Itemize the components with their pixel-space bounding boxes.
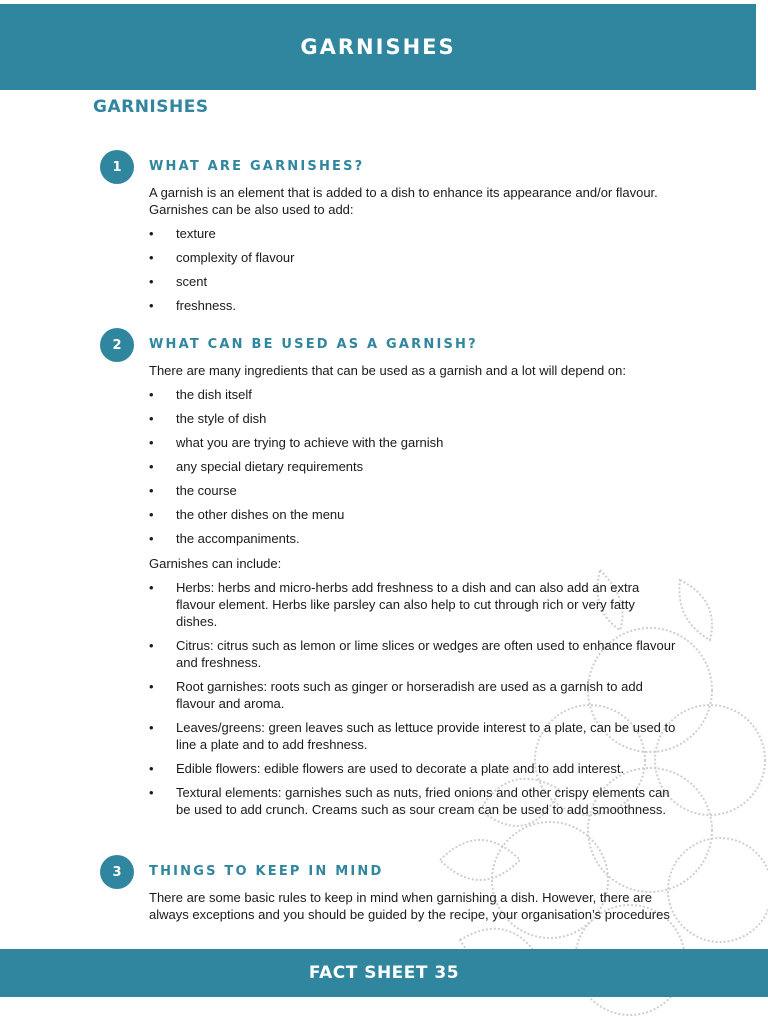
list-item: • Root garnishes: roots such as ginger or horseradish are used as a garnish to add flavour and aroma. xyxy=(149,678,679,712)
footer-banner xyxy=(0,949,768,997)
list-item: • Textural elements: garnishes such as nuts, fried onions and other crispy elements can be used to add crunch. Creams such as sour cream can be used to add smoothness. xyxy=(149,784,679,818)
list-item: • the style of dish xyxy=(149,410,679,427)
section-heading: WHAT ARE GARNISHES? xyxy=(149,159,365,174)
list-item: • complexity of flavour xyxy=(149,249,679,266)
list-item: • texture xyxy=(149,225,679,242)
section-heading: WHAT CAN BE USED AS A GARNISH? xyxy=(149,337,478,352)
section-intro: There are many ingredients that can be used as a garnish and a lot will depend on: xyxy=(149,363,626,378)
list-item: • what you are trying to achieve with the garnish xyxy=(149,434,679,451)
list-item: • freshness. xyxy=(149,297,679,314)
section-number-badge: 3 xyxy=(100,855,134,889)
list-item: • Citrus: citrus such as lemon or lime slices or wedges are often used to enhance flavour and freshness. xyxy=(149,637,679,671)
header-banner xyxy=(0,4,756,90)
bullet-list xyxy=(149,386,679,554)
list-item: • any special dietary requirements xyxy=(149,458,679,475)
list-item: • the course xyxy=(149,482,679,499)
section-intro: There are some basic rules to keep in mind when garnishing a dish. However, there are always exceptions and you should be guided by the recipe, your organisation’s procedures xyxy=(149,890,670,922)
list-item: • the accompaniments. xyxy=(149,530,679,547)
list-item: • the other dishes on the menu xyxy=(149,506,679,523)
list-item: • scent xyxy=(149,273,679,290)
list-item: • Edible flowers: edible flowers are used to decorate a plate and to add interest. xyxy=(149,760,679,777)
sub-intro: Garnishes can include: xyxy=(149,556,282,571)
list-item: • the dish itself xyxy=(149,386,679,403)
banner-title: GARNISHES xyxy=(300,35,456,59)
section-heading: THINGS TO KEEP IN MIND xyxy=(149,864,384,879)
garnish-types-list xyxy=(149,579,679,825)
list-item: • Herbs: herbs and micro-herbs add freshness to a dish and can also add an extra flavour element. Herbs like parsley can also help to cut through rich or very fatty dishes. xyxy=(149,579,679,630)
fact-sheet-label: FACT SHEET 35 xyxy=(308,963,460,983)
document-title: GARNISHES xyxy=(93,97,209,117)
section-number-badge: 1 xyxy=(100,150,134,184)
section-number-badge: 2 xyxy=(100,328,134,362)
bullet-list xyxy=(149,225,679,321)
section-intro: A garnish is an element that is added to a dish to enhance its appearance and/or flavour. Garnishes can be also used to add: xyxy=(149,185,658,217)
list-item: • Leaves/greens: green leaves such as lettuce provide interest to a plate, can be used to line a plate and to add freshness. xyxy=(149,719,679,753)
